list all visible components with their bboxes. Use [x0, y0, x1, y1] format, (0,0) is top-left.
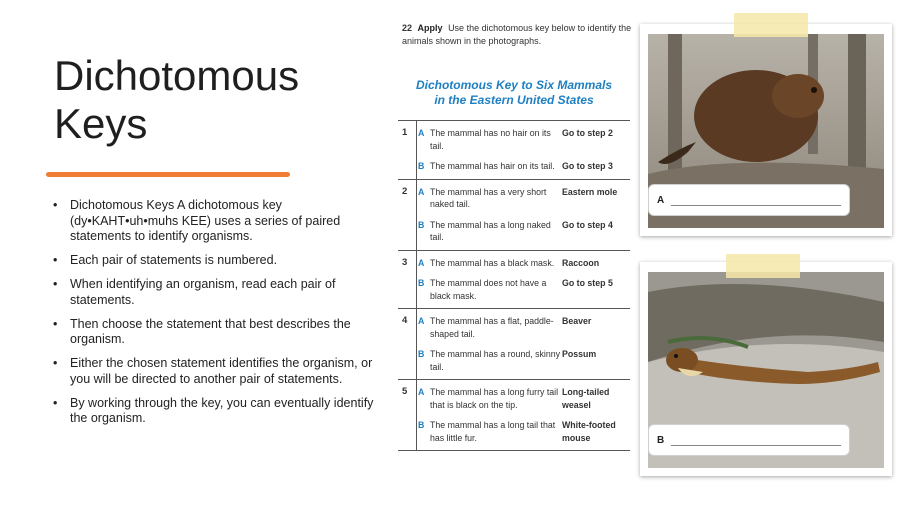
answer-box-b — [648, 424, 850, 456]
option-result: Raccoon — [562, 257, 600, 268]
tape-strip — [734, 13, 808, 37]
option-text: The mammal has a black mask. — [430, 257, 555, 268]
key-option — [418, 315, 630, 340]
answer-letter-b: B — [657, 435, 665, 446]
key-option — [418, 257, 630, 270]
option-result: White-footed mouse — [562, 420, 616, 443]
step-divider — [416, 309, 417, 379]
option-letter: B — [418, 161, 425, 171]
step-divider — [416, 121, 417, 179]
key-step — [398, 309, 630, 380]
option-letter: A — [418, 186, 425, 197]
apply-label: Apply — [417, 23, 443, 33]
step-number: 2 — [402, 185, 408, 197]
option-letter: A — [418, 316, 425, 326]
step-divider — [416, 380, 417, 450]
apply-prompt — [402, 22, 634, 48]
title-line-2: Keys — [54, 100, 148, 147]
option-result: Eastern mole — [562, 186, 618, 197]
option-result: Long-tailed weasel — [562, 387, 610, 410]
option-result: Go to step 2 — [562, 128, 613, 138]
photo-card-a — [640, 24, 892, 236]
key-title-line-2: in the Eastern United States — [434, 93, 594, 107]
option-result: Possum — [562, 349, 597, 359]
photo-card-b — [640, 262, 892, 476]
key-option — [418, 386, 630, 411]
key-step — [398, 251, 630, 310]
option-text: The mammal has a long tail that has little fur. — [430, 420, 556, 443]
option-result: Beaver — [562, 316, 592, 326]
option-text: The mammal has a very short naked tail. — [430, 186, 547, 209]
key-title — [398, 78, 630, 108]
key-table — [398, 120, 630, 451]
step-number: 5 — [402, 386, 408, 397]
option-text: The mammal has a round, skinny tail. — [430, 349, 561, 372]
option-text: The mammal has no hair on its tail. — [430, 128, 551, 151]
bullet-list — [50, 198, 390, 435]
answer-box-a — [648, 184, 850, 216]
key-option — [418, 160, 630, 173]
bullet-item: • Each pair of statements is numbered. — [50, 253, 390, 269]
step-number: 3 — [402, 256, 408, 268]
key-title-line-1: Dichotomous Key to Six Mammals — [415, 78, 613, 92]
option-text: The mammal does not have a black mask. — [430, 278, 547, 301]
option-result: Go to step 3 — [562, 161, 613, 171]
option-text: The mammal has a long furry tail that is black on the tip. — [430, 387, 559, 410]
option-text: The mammal has a long naked tail. — [430, 219, 551, 242]
key-step — [398, 121, 630, 180]
key-option — [418, 277, 630, 302]
option-letter: B — [418, 349, 425, 359]
step-number: 1 — [402, 127, 408, 138]
bullet-item: • Either the chosen statement identifies the organism, or you will be directed to another pair of statements. — [50, 356, 390, 387]
answer-letter-a: A — [657, 195, 665, 206]
title-underline — [46, 172, 290, 177]
answer-line — [671, 445, 841, 446]
answer-line — [671, 205, 841, 206]
key-step — [398, 180, 630, 251]
key-step — [398, 380, 630, 451]
dichotomous-key-panel — [398, 16, 634, 478]
option-letter: B — [418, 219, 425, 230]
tape-strip — [726, 254, 800, 278]
title-line-1: Dichotomous — [54, 52, 300, 99]
option-letter: B — [418, 278, 425, 288]
question-number: 22 — [402, 23, 413, 33]
bullet-item: • When identifying an organism, read each pair of statements. — [50, 277, 390, 308]
key-option — [418, 186, 630, 211]
step-divider — [416, 180, 417, 250]
step-number: 4 — [402, 315, 408, 326]
key-option — [418, 348, 630, 373]
option-letter: A — [418, 387, 425, 397]
option-letter: A — [418, 257, 425, 268]
option-result: Go to step 5 — [562, 278, 613, 288]
option-result: Go to step 4 — [562, 219, 613, 230]
option-letter: B — [418, 420, 425, 430]
slide-title — [54, 52, 374, 148]
key-option — [418, 219, 630, 244]
option-text: The mammal has a flat, paddle-shaped tail. — [430, 316, 554, 339]
key-option — [418, 127, 630, 152]
bullet-item: • By working through the key, you can eventually identify the organism. — [50, 396, 390, 427]
key-option — [418, 419, 630, 444]
option-text: The mammal has hair on its tail. — [430, 161, 555, 171]
apply-text: Use the dichotomous key below to identify the animals shown in the photographs. — [402, 23, 632, 46]
step-divider — [416, 251, 417, 309]
bullet-item: • Then choose the statement that best describes the organism. — [50, 317, 390, 348]
bullet-item: • Dichotomous Keys A dichotomous key (dy•KAHT•uh•muhs KEE) uses a series of paired statements to identify organisms. — [50, 198, 390, 245]
option-letter: A — [418, 128, 425, 138]
